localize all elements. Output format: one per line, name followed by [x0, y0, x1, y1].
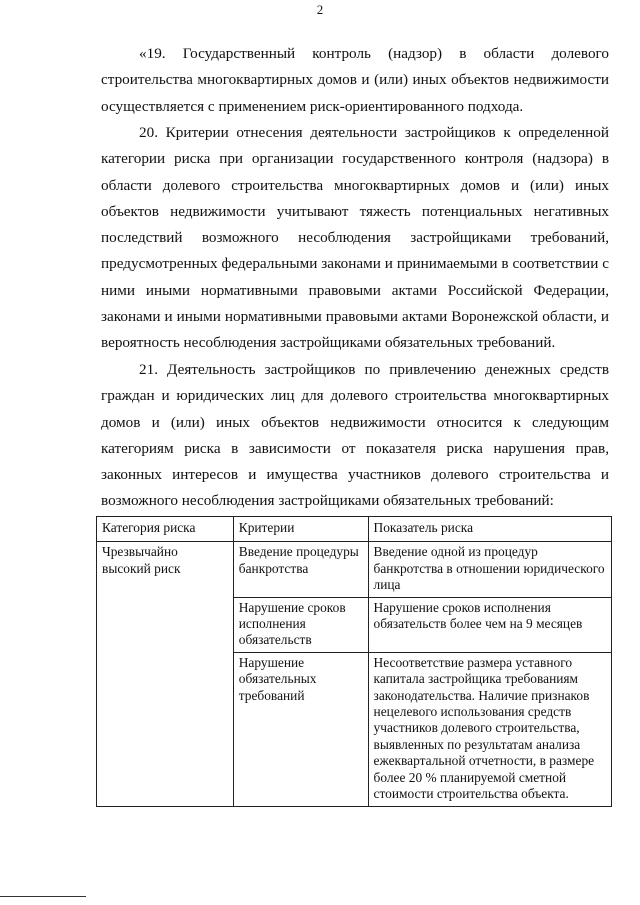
- risk-category-cell: Чрезвычайно высокий риск: [97, 542, 234, 806]
- paragraph-21: 21. Деятельность застройщиков по привлечению денежных средств граждан и юридических лиц для долевого строительства многоквартирных домов и (или) иных объектов недвижимости относится к следующим категориям риска в зависимости от показателя риска нарушения прав, законных интересов и имущества участников долевого строительства и возможного несоблюдения застройщиками обязательных требований:: [101, 361, 609, 510]
- table-row: [97, 542, 612, 597]
- table-header-row: [97, 517, 612, 542]
- indicator-cell: Нарушение сроков исполнения обязательств более чем на 9 месяцев: [368, 597, 611, 652]
- indicator-cell: Введение одной из процедур банкротства в отношении юридического лица: [368, 542, 611, 597]
- risk-category-table: [96, 516, 612, 807]
- footnote-divider: [0, 896, 86, 897]
- criteria-cell: Нарушение обязательных требований: [233, 652, 368, 806]
- paragraph-19: «19. Государственный контроль (надзор) в области долевого строительства многоквартирных домов и (или) иных объектов недвижимости осуществляется с применением риск-ориентированного подхода.: [101, 45, 609, 115]
- criteria-cell: Нарушение сроков исполнения обязательств: [233, 597, 368, 652]
- criteria-cell: Введение процедуры банкротства: [233, 542, 368, 597]
- page-number: 2: [316, 2, 324, 17]
- indicator-cell: Несоответствие размера уставного капитала застройщика требованиям законодательства. Наличие признаков нецелевого использования средств участников долевого строительства, выявленных по результатам анализа ежеквартальной отчетности, в размере более 20 % планируемой сметной стоимости строительства объекта.: [368, 652, 611, 806]
- header-risk-indicator: Показатель риска: [368, 517, 611, 542]
- header-criteria: Критерии: [233, 517, 368, 542]
- header-risk-category: Категория риска: [97, 517, 234, 542]
- paragraph-20: 20. Критерии отнесения деятельности застройщиков к определенной категории риска при организации государственного контроля (надзора) в области долевого строительства многоквартирных домов и (или) иных объектов недвижимости учитывают тяжесть потенциальных негативных последствий возможного несоблюдения застройщиками требований, предусмотренных федеральными законами и принимаемыми в соответствии с ними иными нормативными правовыми актами Российской Федерации, законами и иными нормативными правовыми актами Воронежской области, и вероятность несоблюдения застройщиками обязательных требований.: [101, 124, 609, 352]
